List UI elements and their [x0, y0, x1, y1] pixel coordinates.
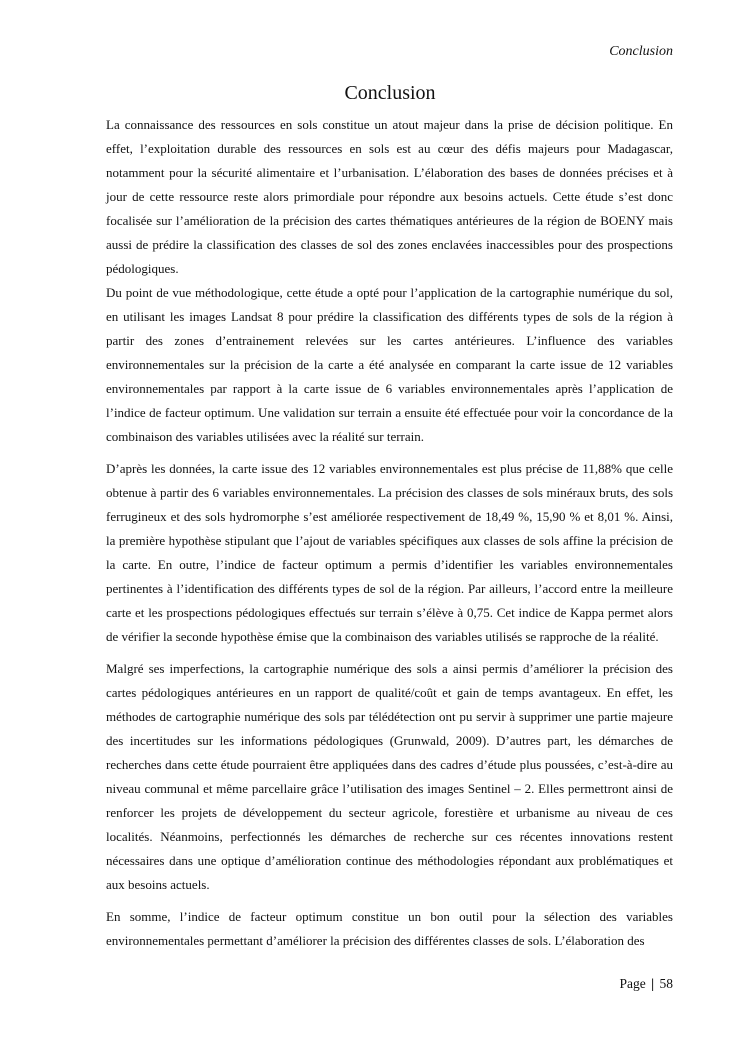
body-text [106, 113, 673, 953]
paragraph-discussion: Malgré ses imperfections, la cartographie numérique des sols a ainsi permis d’améliorer la précision des cartes pédologiques antérieures en un rapport de qualité/coût et gain de temps avantageux. En effet, les méthodes de cartographie numérique des sols par télédétection ont pu servir à supprimer une partie majeure des incertitudes sur les informations pédologiques (Grunwald, 2009). D’autres part, les démarches de recherches dans cette étude pourraient être appliquées dans des cadres d’étude plus poussées, c’est-à-dire au niveau communal et même parcellaire grâce l’utilisation des images Sentinel – 2. Elles permettront ainsi de renforcer les projets de développement du secteur agricole, forestière et urbanisme au niveau de ces localités. Néanmoins, perfectionnés les démarches de recherche sur ces récentes innovations restent nécessaires dans une optique d’amélioration continue des méthodologies répondant aux problématiques et aux besoins actuels. [106, 661, 673, 892]
page-label: Page [619, 976, 646, 991]
paragraph-methodology: Du point de vue méthodologique, cette étude a opté pour l’application de la cartographie numérique du sol, en utilisant les images Landsat 8 pour prédire la classification des différents types de sols de la région à partir des zones d’entrainement relevées sur les cartes antérieures. L’influence des variables environnementales sur la précision de la carte a été analysée en comparant la carte issue de 12 variables environnementales par rapport à la carte issue de 6 variables environnementales après l’application de l’indice de facteur optimum. Une validation sur terrain a ensuite été effectuée pour voir la concordance de la combinaison des variables utilisées avec la réalité sur terrain. [106, 285, 673, 444]
running-header: Conclusion [609, 44, 673, 59]
page-number [620, 976, 673, 992]
paragraph-results: D’après les données, la carte issue des 12 variables environnementales est plus précise de 11,88% que celle obtenue à partir des 6 variables environnementales. La précision des classes de sols minéraux bruts, des sols ferrugineux et des sols hydromorphe s’est améliorée respectivement de 18,49 %, 15,90 % et 8,01 %. Ainsi, la première hypothèse stipulant que l’ajout de variables spécifiques aux classes de sols affine la précision de la carte. En outre, l’indice de facteur optimum a permis d’identifier les variables environnementales pertinentes à l’identification des différents types de sol de la région. Par ailleurs, l’accord entre la meilleure carte et les prospections pédologiques effectués sur terrain s’élève à 0,75. Cet indice de Kappa permet alors de vérifier la seconde hypothèse émise que la combinaison des variables utilisés se rapproche de la réalité. [106, 461, 673, 644]
page-separator: | [651, 976, 655, 991]
page-title: Conclusion [344, 82, 436, 104]
paragraph-summary: En somme, l’indice de facteur optimum constitue un bon outil pour la sélection des variables environnementales permettant d’améliorer la précision des différentes classes de sols. L’élaboration des [106, 909, 673, 948]
paragraph-intro: La connaissance des ressources en sols constitue un atout majeur dans la prise de décision politique. En effet, l’exploitation durable des ressources en sols est au cœur des défis majeurs pour Madagascar, notamment pour la sécurité alimentaire et l’urbanisation. L’élaboration des bases de données précises et à jour de cette ressource reste alors primordiale pour répondre aux besoins actuels. Cette étude s’est donc focalisée sur l’amélioration de la précision des cartes thématiques antérieures de la région de BOENY mais aussi de prédire la classification des classes de sol des zones enclavées inaccessibles pour des prospections pédologiques. [106, 117, 673, 276]
page-number-value: 58 [659, 976, 673, 991]
